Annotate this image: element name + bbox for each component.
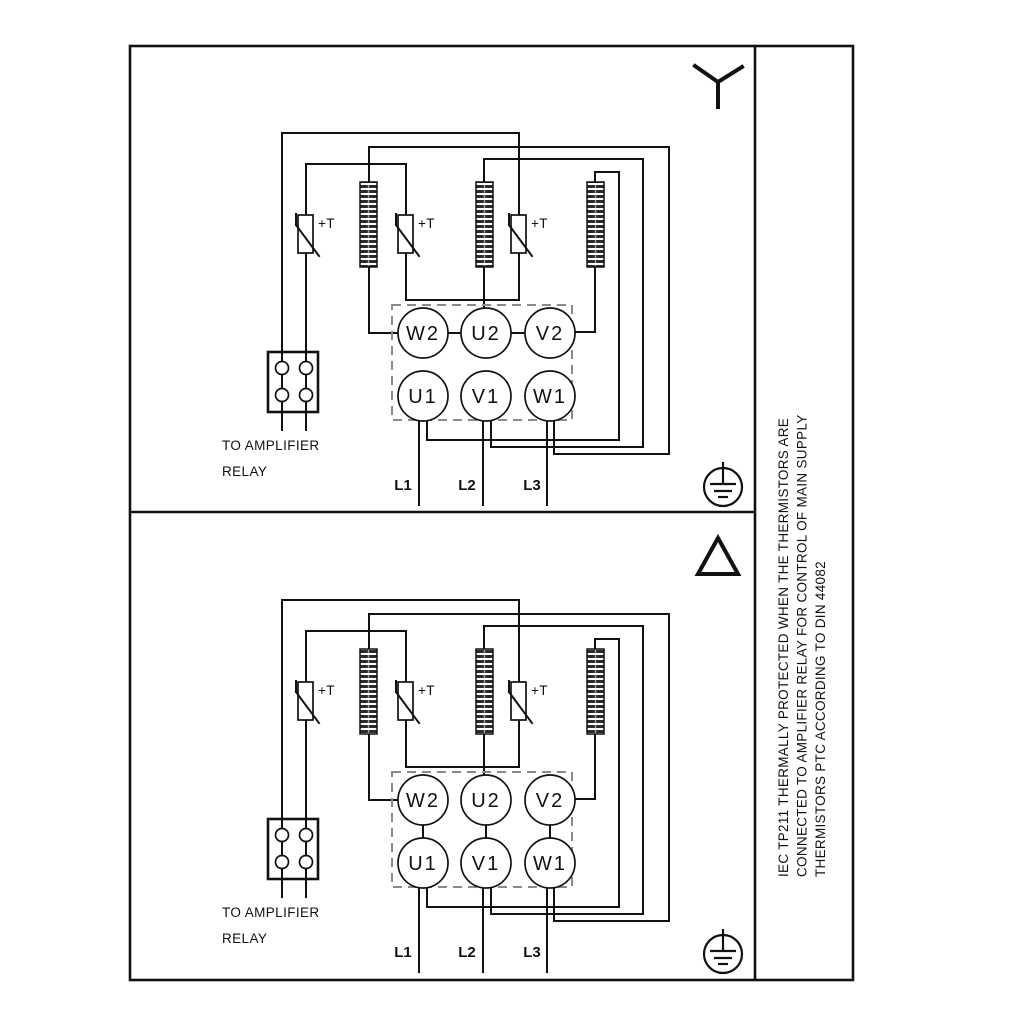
terminal-board bbox=[392, 305, 575, 421]
ptc-thermistor-icon bbox=[509, 681, 532, 723]
motor-winding-coil bbox=[587, 182, 604, 267]
terminal-u1: U1 bbox=[408, 386, 438, 408]
motor-winding-coil bbox=[476, 182, 493, 267]
thermistor-label: +T bbox=[531, 216, 548, 231]
terminal-u2: U2 bbox=[471, 790, 501, 812]
supply-line-l3: L3 bbox=[523, 477, 541, 494]
amplifier-relay-connector bbox=[268, 819, 318, 879]
relay-caption-line1: TO AMPLIFIER bbox=[222, 438, 320, 453]
terminal-v1: V1 bbox=[471, 386, 501, 408]
side-note-line1: IEC TP211 THERMALLY PROTECTED WHEN THE THERMISTORS ARE bbox=[776, 417, 791, 877]
earth-ground-icon bbox=[704, 462, 742, 506]
terminal-board bbox=[392, 772, 575, 888]
star-panel bbox=[222, 66, 742, 506]
star-symbol-icon bbox=[695, 66, 742, 107]
terminal-u1: U1 bbox=[408, 853, 438, 875]
thermistor-label: +T bbox=[418, 216, 435, 231]
supply-line-l3: L3 bbox=[523, 944, 541, 961]
side-note-line3: THERMISTORS PTC ACCORDING TO DIN 44082 bbox=[813, 561, 828, 877]
relay-caption-line2: RELAY bbox=[222, 464, 268, 479]
supply-line-l2: L2 bbox=[458, 944, 476, 961]
side-note-line2: CONNECTED TO AMPLIFIER RELAY FOR CONTROL OF MAIN SUPPLY bbox=[794, 414, 810, 877]
ptc-thermistor-icon bbox=[509, 214, 532, 256]
ptc-thermistors bbox=[296, 681, 548, 723]
thermistor-label: +T bbox=[418, 683, 435, 698]
ptc-thermistor-icon bbox=[396, 681, 419, 723]
thermistor-label: +T bbox=[318, 216, 335, 231]
supply-line-l1: L1 bbox=[394, 477, 412, 494]
ptc-thermistor-icon bbox=[296, 681, 319, 723]
ptc-thermistor-icon bbox=[296, 214, 319, 256]
terminal-u2: U2 bbox=[471, 323, 501, 345]
delta-symbol-icon bbox=[698, 538, 738, 574]
thermistor-label: +T bbox=[531, 683, 548, 698]
motor-winding-coil bbox=[587, 649, 604, 734]
delta-panel bbox=[222, 538, 742, 973]
supply-line-l1: L1 bbox=[394, 944, 412, 961]
ptc-thermistor-icon bbox=[396, 214, 419, 256]
terminal-v1: V1 bbox=[471, 853, 501, 875]
terminal-v2: V2 bbox=[535, 323, 565, 345]
ptc-thermistors bbox=[296, 214, 548, 256]
terminal-w2: W2 bbox=[406, 323, 440, 345]
motor-winding-coil bbox=[360, 182, 377, 267]
motor-winding-coil bbox=[476, 649, 493, 734]
terminal-w2: W2 bbox=[406, 790, 440, 812]
relay-caption-line1: TO AMPLIFIER bbox=[222, 905, 320, 920]
supply-line-l2: L2 bbox=[458, 477, 476, 494]
motor-winding-coil bbox=[360, 649, 377, 734]
side-note bbox=[776, 414, 828, 877]
amplifier-relay-connector bbox=[268, 352, 318, 412]
terminal-w1: W1 bbox=[533, 386, 567, 408]
relay-caption-line2: RELAY bbox=[222, 931, 268, 946]
terminal-v2: V2 bbox=[535, 790, 565, 812]
terminal-w1: W1 bbox=[533, 853, 567, 875]
earth-ground-icon bbox=[704, 929, 742, 973]
thermistor-label: +T bbox=[318, 683, 335, 698]
